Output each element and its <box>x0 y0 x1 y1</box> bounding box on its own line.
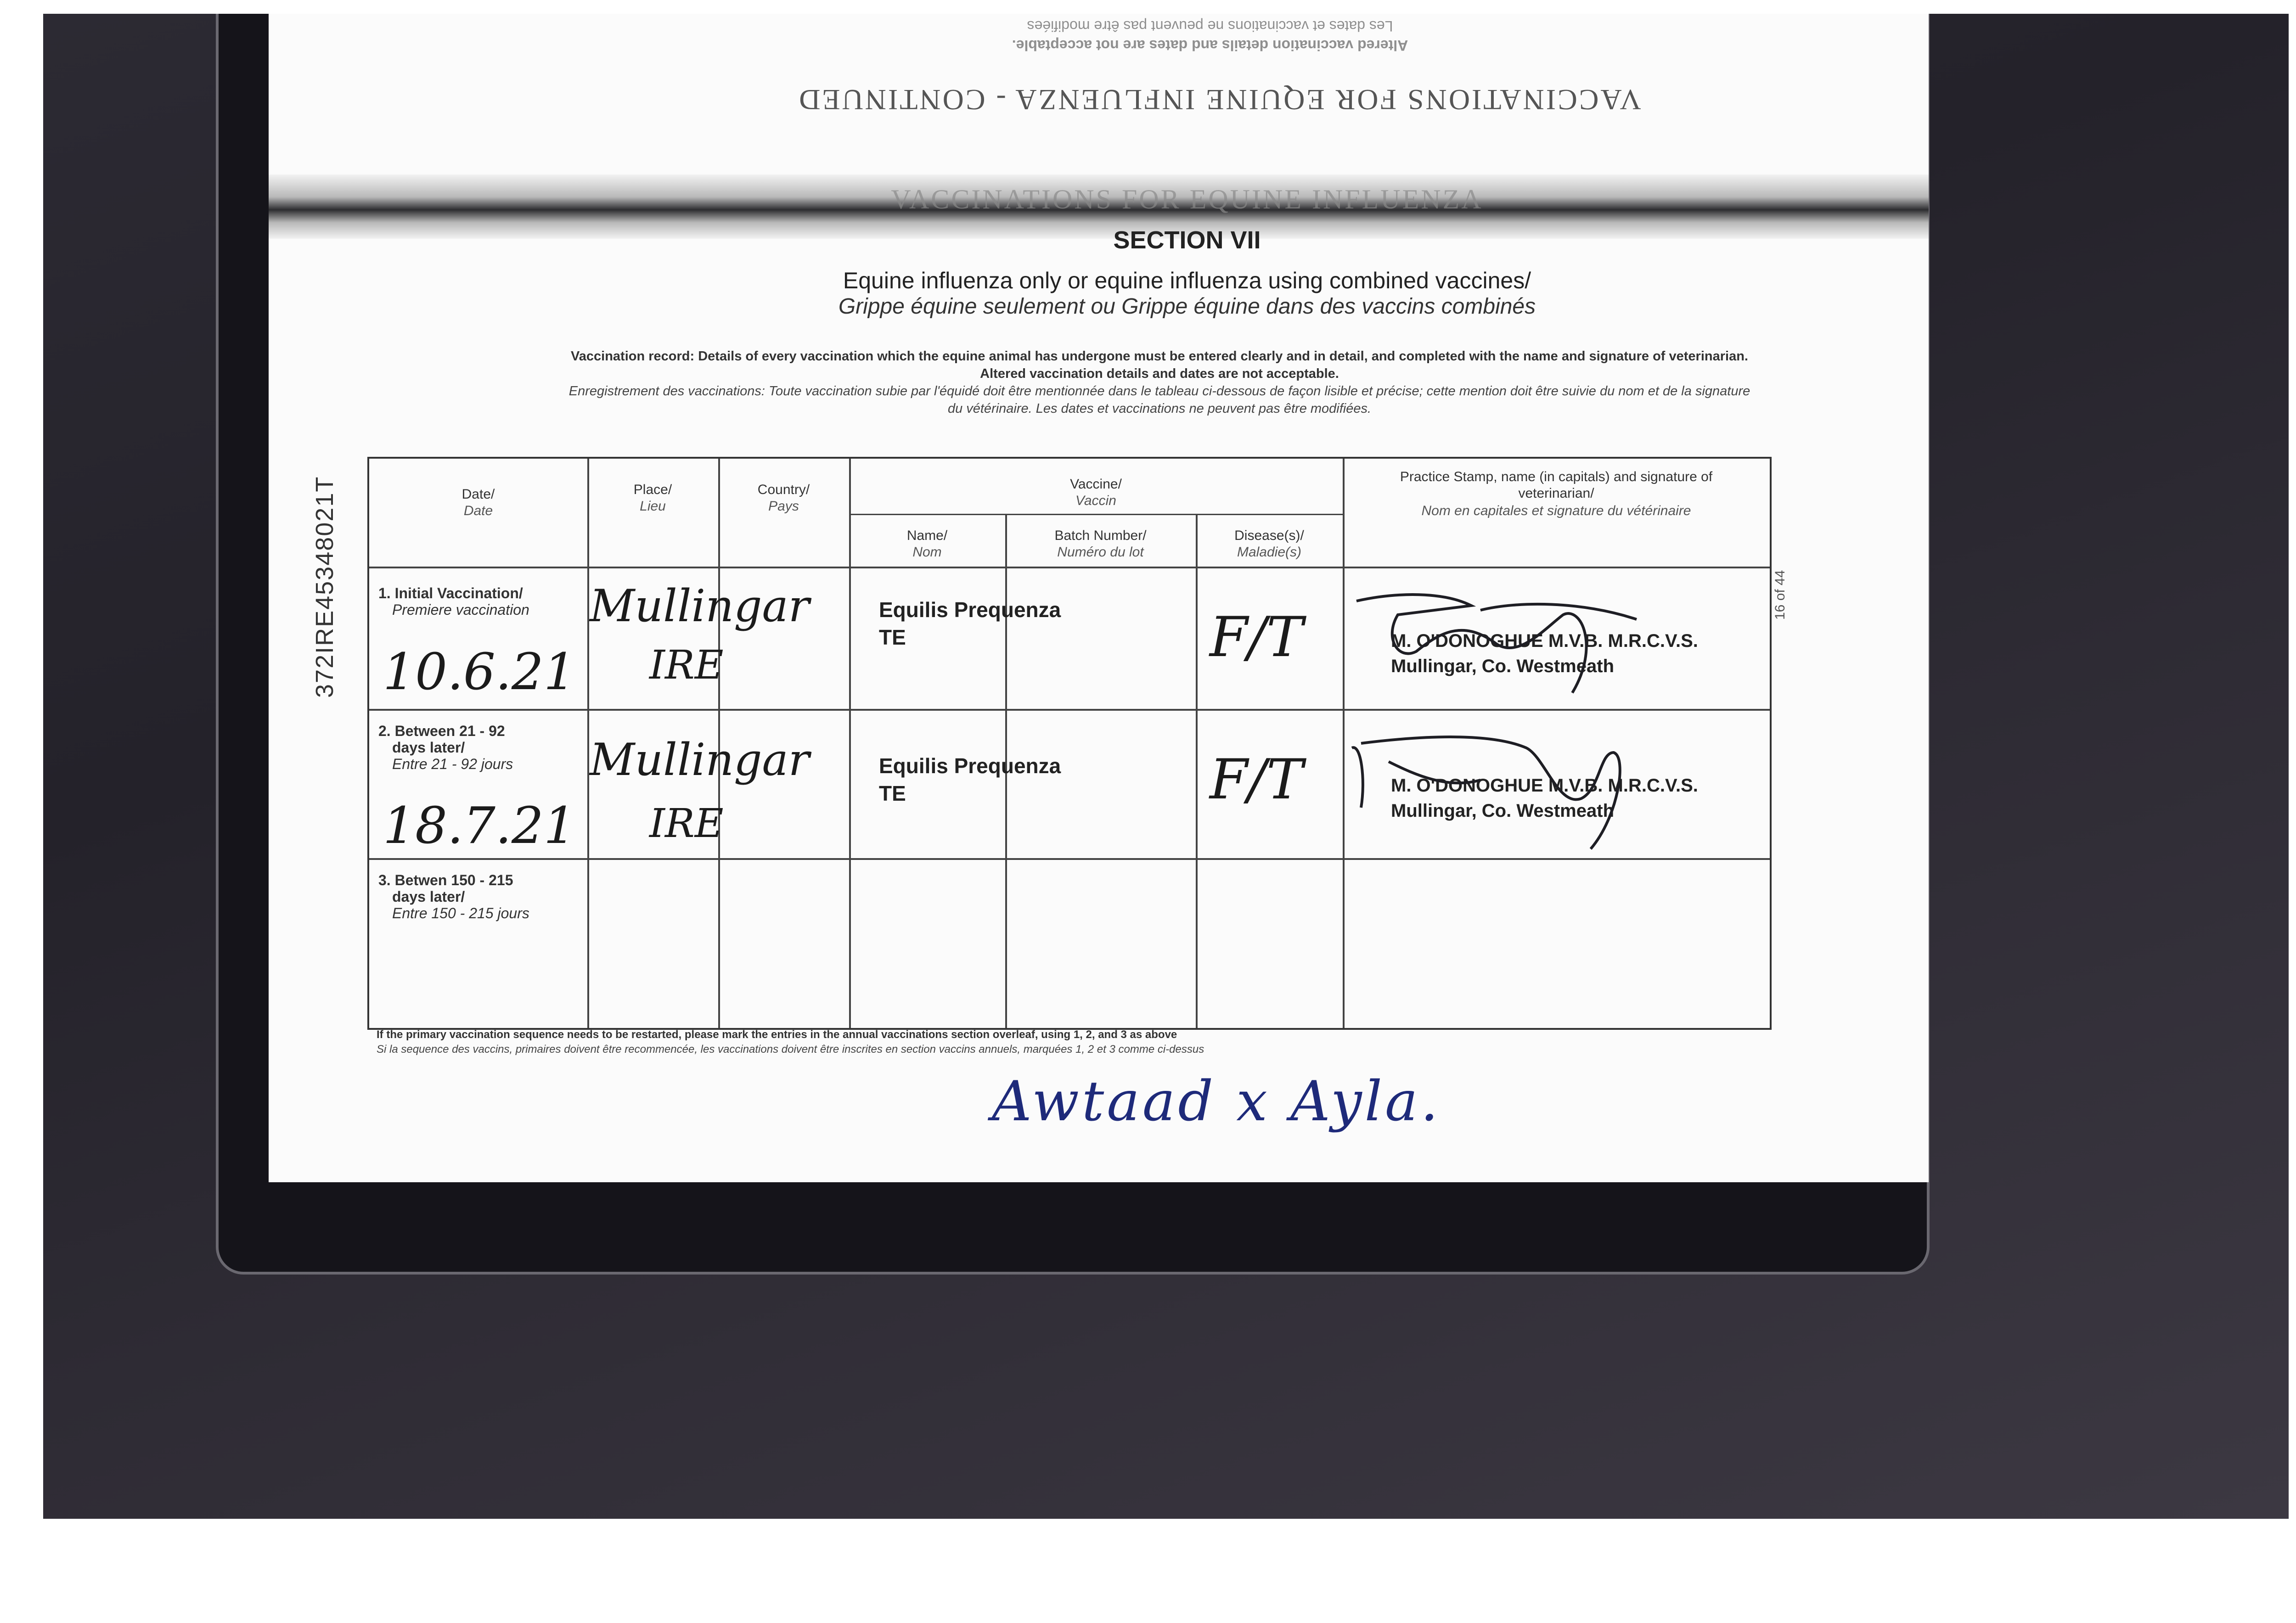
header-place-fr: Lieu <box>640 499 666 514</box>
header-vet-fr: Nom en capitales et signature du vétérinaire <box>1421 503 1691 518</box>
subtitle-fr: Grippe équine seulement ou Grippe équine dans des vaccins combinés <box>838 294 1536 319</box>
instructions-en-2: Altered vaccination details and dates are not acceptable. <box>980 366 1339 381</box>
header-vaccine-fr: Vaccin <box>1075 493 1116 508</box>
row-2-bottom-line <box>369 858 1770 860</box>
section-title: SECTION VII <box>1113 226 1261 254</box>
row-2-place: Mullingar <box>590 734 810 786</box>
row-2-stamp-place: Mullingar, Co. Westmeath <box>1391 801 1614 821</box>
row-2-label-en-1: 2. Between 21 - 92 <box>378 723 505 739</box>
row-1-label-fr: Premiere vaccination <box>392 601 529 618</box>
row-2-vaccine-name-1: Equilis Prequenza <box>879 754 1061 778</box>
page-number: 16 of 44 <box>1773 570 1788 620</box>
header-country-fr: Pays <box>768 499 799 514</box>
header-name-en: Name/ <box>906 528 948 543</box>
instructions-fr-1: Enregistrement des vaccinations: Toute vaccination subie par l'équidé doit être mentionnée dans le tableau ci-dessous de façon lisible et précise; cette mention doit être suivie du nom et de la signature <box>568 384 1750 399</box>
row-1-place: Mullingar <box>590 580 810 632</box>
flipped-line-1: Altered vaccination details and dates are not acceptable. <box>1012 37 1408 54</box>
header-bottom-line <box>369 567 1770 568</box>
row-1-vaccine-name-1: Equilis Prequenza <box>879 598 1061 622</box>
row-2-date: 18.7.21 <box>383 796 576 855</box>
row-3-label-en-1: 3. Betwen 150 - 215 <box>378 872 513 888</box>
row-3-label-fr: Entre 150 - 215 jours <box>392 905 529 921</box>
row-2-signature <box>1343 716 1756 854</box>
header-vaccine-en: Vaccine/ <box>1070 477 1122 492</box>
row-1-disease: F/T <box>1210 606 1303 669</box>
row-2-label-fr: Entre 21 - 92 jours <box>392 756 513 772</box>
row-1-stamp-name: M. O'DONOGHUE M.V.B. M.R.C.V.S. <box>1391 631 1698 651</box>
ghost-heading: VACCINATIONS FOR EQUINE INFLUENZA <box>891 184 1483 214</box>
header-disease-fr: Maladie(s) <box>1237 545 1302 560</box>
row-1-bottom-line <box>369 709 1770 711</box>
vaccination-table <box>367 457 1772 1030</box>
col-divider-batch <box>1196 514 1198 1028</box>
row-2-disease: F/T <box>1210 748 1303 812</box>
handwritten-note: Awtaad x Ayla. <box>992 1070 1441 1134</box>
header-vet-en-2: veterinarian/ <box>1518 486 1594 501</box>
subtitle-en: Equine influenza only or equine influenza using combined vaccines/ <box>843 268 1531 293</box>
row-2-country: IRE <box>649 801 724 847</box>
row-1-stamp-place: Mullingar, Co. Westmeath <box>1391 656 1614 676</box>
row-2-vaccine-name-2: TE <box>879 781 906 805</box>
row-1-signature <box>1343 573 1756 702</box>
vaccine-subheader-line <box>849 514 1343 515</box>
row-1-date: 10.6.21 <box>383 642 576 701</box>
header-date-fr: Date <box>463 503 493 518</box>
header-place-en: Place/ <box>633 482 672 497</box>
header-batch-fr: Numéro du lot <box>1057 545 1144 560</box>
header-vet-en-1: Practice Stamp, name (in capitals) and signature of <box>1400 469 1713 484</box>
header-disease-en: Disease(s)/ <box>1234 528 1304 543</box>
flipped-line-2: Les dates et vaccinations ne peuvent pas être modifiées <box>1027 18 1393 34</box>
footnote-en: If the primary vaccination sequence needs to be restarted, please mark the entries in the annual vaccinations section overleaf, using 1, 2, and 3 as above <box>377 1028 1177 1041</box>
col-divider-date <box>587 459 589 1028</box>
header-date-en: Date/ <box>461 487 495 502</box>
header-country-en: Country/ <box>757 482 810 497</box>
row-3-label-en-2: days later/ <box>392 888 465 905</box>
row-2-stamp-name: M. O'DONOGHUE M.V.B. M.R.C.V.S. <box>1391 775 1698 796</box>
instructions-fr-2: du vétérinaire. Les dates et vaccinations ne peuvent pas être modifiées. <box>947 401 1372 416</box>
header-name-fr: Nom <box>912 545 942 560</box>
flipped-heading: VACCINATIONS FOR EQUINE INFLUENZA - CONTINUED <box>797 84 1641 116</box>
row-2-label-en-2: days later/ <box>392 739 465 756</box>
row-1-label-en: 1. Initial Vaccination/ <box>378 585 523 601</box>
row-1-vaccine-name-2: TE <box>879 625 906 649</box>
row-1-country: IRE <box>649 642 724 688</box>
header-batch-en: Batch Number/ <box>1054 528 1147 543</box>
instructions-en-1: Vaccination record: Details of every vaccination which the equine animal has undergone must be entered clearly and in detail, and completed with the name and signature of veterinarian. <box>571 349 1748 364</box>
passport-id: 372IRE45348021T <box>311 476 338 698</box>
footnote-fr: Si la sequence des vaccins, primaires doivent être recommencée, les vaccinations doivent être inscrites en section vaccins annuels, marquées 1, 2 et 3 comme ci-dessus <box>377 1043 1204 1056</box>
